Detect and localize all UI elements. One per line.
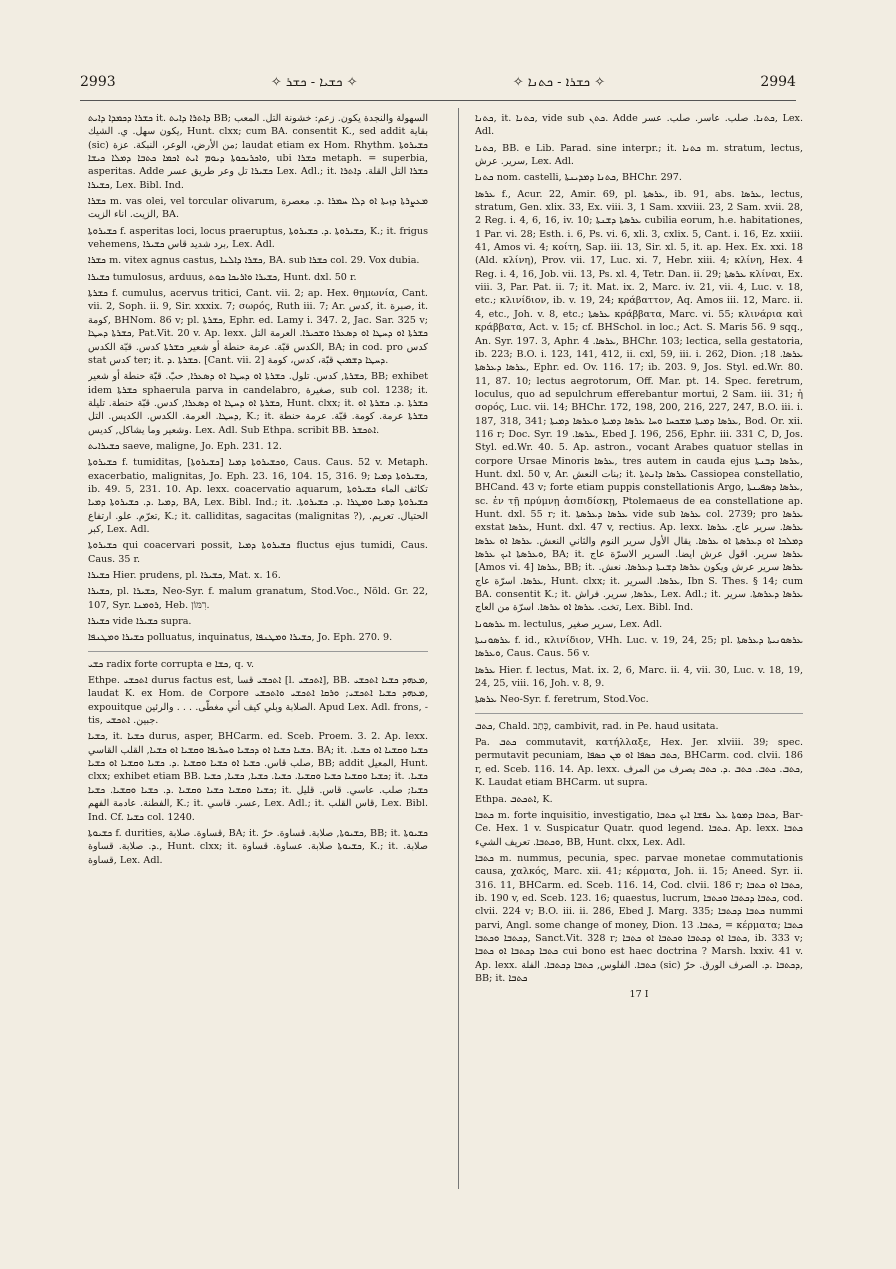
right-running-head: ✧ ܟܫܪܐ - ܟܬܢܐ ✧ <box>512 74 606 90</box>
dictionary-entry: ܟܬܒܐ m. nummus, pecunia, spec. parvae monetae commutationis causa, χαλκός, Marc. xii. 41; κέρματα, Joh. ii. 15; Aneed. Syr. ii. 316. 11, BHCarm. ed. Sceb. 116. 14, Cod. clvii. 186 r; ܟܬܒܐ ܐܘ ܟܬܒܐ, ib. 190 v, ed. Sceb. 123. 16; quaestus, lucrum, ܟܬܒܐ ܕܟܬܒܐ ܘܟܬܒܐ, cod. clvii. 224 v; B.O. iii. ii. 286, Ebed J. Marg. 335; ܟܬܒܐ ܕܟܬܒܐ nummi parvi, Angl. some change of money, Dion. ܟܬܒܐ. 13, = κέρματα; ܟܬܒܐ ܕܟܬܒܐ ܘܟܬܒܐ, Sanct.Vit. 328 r; ܟܬܒܐ ܐܘ ܕܟܬܒܐ ܘܟܬܒܐ ܐܘ ܟܬܒܐ, ib. 333 v; ܟܬܒܐ ܕܟܬܒܐ ܐܘ ܟܬܒܐ cui bono est haec doctrina ? Marsh. lxxiv. 41 v. Ap. lexx. ܟܬܒܐ. الفلوس, ܟܬܒܐ ܕܟܬܒܐ. الفلة (sic) ܕܟܬܒܐ .ܕ. الصرف الورق. حرّ, BB; it. ܟܬܒܐ <box>475 852 803 984</box>
dictionary-entry: ܟܫܪܐ m. vas olei, vel torcular olivarum, ܡܥܨܪܬܐ ܕܙܝܬܐ ܐܘ ܕܠܐ ܚܡܪܐ .ܕ. معصرة الزيت. اناء الزيت, BA. <box>88 196 428 221</box>
right-page-number: 2994 <box>760 74 796 90</box>
dictionary-entry: ܟܫܝܘܬܐ f. durities, قساوة. صلابة, BA; it. ܟܫܝܘܬܐ, صلابة. قساوة. حرّ, BB; it. ܟܫܝܘܬܐ .ܕ. صلابة. قساوة, Hunt. clxx; it. ܟܫܝܘܬܐ صلابة. عساوة. قساوة, K.; it. صلابة. قساوة, Lex. Adl. <box>88 827 428 866</box>
dictionary-entry: ܟܫܝܪܐ Hier. prudens, pl. ܟܫܝܪܐ, Mat. x. 16. <box>88 570 281 581</box>
dictionary-entry: ܟܫܪܬܐ f. cumulus, acervus tritici, Cant. vii. 2; ap. Hex. θημωνία, Cant. vii. 2, Soph. ii. 9, Sir. xxxix. 7; σωρός, Ruth iii. 7; Ar. كدس, it. صبرة, it. كومة, BHNom. 86 v; pl. ܟܫܪܬܐ, Ephr. ed. Lamy i. 347. 2, Jac. Sar. 325 v; ܟܫܪܬܐ ܕܚܛܐ, Pat.Vit. 20 v. Ap. lexx. ܟܫܪܬܐ ܐܘ ܕܚܛܐ ܐܘ ܕܣܥܪܐ ܘܫܟܝܪܐ. العرمة التل الكدس قبّة. عرمة حنطة أو شعير ܟܫܪܬܐ كدس. قبّة الكدس, BA; in cod. pro كدس stat كدس ter; it. ܟܫܪܬܐ .ܕ. [Cant. vii. 2] ܕܚܛܐ ܕܫܡܝܢ قبّة، كدس، كومة. <box>88 288 428 366</box>
dictionary-entry: ܟܫܪܐ ܕܟܡܕܐ ܕܐܝܬ it. ܕܐܬܪܐ ܕܐܝܬ BB; السهولة والنجدة يكون. زعم: خشونة التل. المعب يكون سهل. ي. الشيك, Hunt. clxx; cum BA. consentit K., sed addit بقاية (sic) من الأرض، الوعر، النبكة. عزة; laudat etiam ex Hom. Rhythm. ܟܫܝܪܘܬܐ ܘܐܟܪܝܟܘܬܐ ܕܝܘܡ ܐܝܬ ܐܟܡܐ ܟܬܒܐ ܕܡܠܐ ܟܝܫܐ, ubi ܟܫܪܐ metaph. = superbia, asperitas. Adde ܟܫܝܪܐ تل وعر طريق عسر Lex. Adl.; it. ܟܫܪܐ التل القلة. ܕܐܬܪܐ ܟܫܝܪܐ, Lex. Bibl. Ind. <box>88 113 428 191</box>
dictionary-entry: ܥܪܣܬܐ Neo-Syr. f. feretrum, Stod.Voc. <box>475 694 649 706</box>
dictionary-entry: Ethpa. ܐܬܟܬܒ, K. <box>475 793 553 805</box>
dictionary-entry: ܟܬܒ, Chald. כְּתַב, cambivit, rad. in Pe. haud usitata. <box>475 720 719 732</box>
dictionary-entry: Ethpe. ܐܬܟܫܝ durus factus est, ܐܬܟܫܝ قسا [l. ܐܬܟܫܝ], BB. ܡܥܗܕ ܟܫܝܐ ܐܬܟܫܝ, laudat K. ex Hom. de Corpore ܡܥܗܕ ܟܫܝܐ ܐܬܟܫܝ; ܘܪܩܐ ܐܬܟܫܝ ܘܐܬܟܫܝ, expouitque الصلابة وبلي كيف أني مغطّى. . . . والرئين. Apud Lex. Adl. frons, -tis, جبين. ܐܬܟܫܝ. <box>88 675 428 727</box>
section-separator <box>475 713 803 714</box>
dictionary-entry: ܟܬܢܐ, BB. e Lib. Parad. sine interpr.; it. ܟܬܢܐ m. stratum, lectus, سرير. عرش, Lex. Adl. <box>475 142 803 168</box>
header-rule <box>80 100 796 101</box>
signature-mark: 17 I <box>629 989 649 1001</box>
dictionary-entry: ܟܫܝܪܐܝܬ saeve, maligne, Jo. Eph. 231. 12. <box>88 440 282 452</box>
dictionary-entry: ܟܫܝܪܐ, pl. ܟܫܝܪܐ, Neo-Syr. f. malum granatum, Stod.Voc., Nöld. Gr. 22, 107, Syr. ܪܘܡܢܐ, Heb. רִמּוֹן. <box>88 586 428 611</box>
dictionary-entry: ܟܫܝܪܐ ܘܡܛܢܦܐ polluatus, inquinatus, ܟܫܝܪܐ ܘܡܛܢܦܐ, Jo. Eph. 270. 9. <box>88 632 393 644</box>
dictionary-entry: ܟܫܝܪܐ vide ܟܫܝܪܐ supra. <box>88 616 192 628</box>
dictionary-entry: ܟܬܢܐ nom. castelli, ܟܬܢܐ ܕܡܕܝܢܬܐ, BHChr. 297. <box>475 172 682 184</box>
dictionary-entry: ܟܬܒܐ m. forte inquisitio, investigatio, ܟܬܒܐ ܕܡܘܬܐ ܥܠ ܢܦܫܐ ܐܝܟ ܟܬܒܐ, Bar-Ce. Hex. 1 v. Suspicatur Quatr. quod legend. ܟܬܒܐ. Ap. lexx. ܟܬܒܐ ܘܟܬܒܐ. تعريف الشيء, BB, Hunt. clxx, Lex. Adl. <box>475 809 803 848</box>
left-column <box>88 112 428 1199</box>
dictionary-entry: ܟܫܪܬܐ, كدس. تلول. ܟܫܪܬܐ ܐܘ ܕܚܛܐ ܐܘ ܕܣܥܪܐ, حبّ. قبّة حنطة أو شعير, BB; exhibet idem ܟܫܪܬܐ sphaerula parva in candelabro, صغيرة, sub col. 1238; it. ܟܫܪܬܐ ܐܘ ܕܚܛܐ ܐܘ ܕܣܥܪܐ, كدس. قبّة حنطة. تليلة, Hunt. clxx; it. ܟܫܪܬܐ .ܕ. ܟܫܪܬܐ ܐܘ ܕܚܛܐ. العرمة. الكدس. الكديس. التل, K.; it. ܟܫܪܬܐ عرمة. كومة. قبّة. عرمة حنطة وشعير وما يشاكل, كديس. Lex. Adl. Sub Ethpa. scribit BB. ܐܬܟܫܪ. <box>88 371 428 436</box>
left-page-number: 2993 <box>80 74 116 90</box>
dictionary-entry: ܟܫܪܐ m. vitex agnus castus, ܟܫܪܐ ܕܐܠܢܐ, BA. sub ܟܫܪܐ col. 29. Vox dubia. <box>88 255 420 267</box>
dictionary-entry: ܟܫܝܪܘܬܐ qui coacervari possit, ܟܫܝܪܘܬܐ ܕܡܝܐ fluctus ejus tumidi, Caus. Caus. 35 r. <box>88 540 428 565</box>
page-header <box>80 70 796 94</box>
dictionary-entry: ܟܫܝܪܐ tumulosus, arduus, ܟܫܝܪܐ ܘܐܪܝܟܐ ܟܘܬ, Hunt. dxl. 50 r. <box>88 271 357 283</box>
dictionary-entry: ܥܪܣܐ f., Acur. 22, Amir. 69, pl. ܥܪܣܬܐ, ib. 91, abs. ܥܪܣܐ, lectus, stratum, Gen. xlix. 33, Ex. viii. 3, 1 Sam. xxviii. 23, 2 Sam. xvii. 28, 2 Reg. i. 4, 6, 16, iv. 10; ܥܪܣܬܐ ܕܫܢܬܐ cubilia eorum, h.e. habitationes, 1 Par. vi. 28; Esth. i. 6, Ps. vi. 6, xli. 3, cxlix. 5, Cant. i. 16, Ez. xxiii. 41, Amos vi. 4; κοίτη, Sap. iii. 13, Sir. xl. 5, it. ap. Hex. Ex. xxi. 18 (Ald. κλίνη), Prov. vii. 17, Luc. xi. 7, Hebr. xiii. 4; κλίνη, Hex. 4 Reg. i. 4, 16, Job. vii. 13, Ps. xl. 4, Tetr. Dan. ii. 29; ܥܪܣܬܐ κλίναι, Ex. viii. 3, Par. Pat. ii. 7; it. Mat. ix. 2, Marc. iv. 21, vii. 4, Luc. v. 18, etc.; κλινίδιον, ib. v. 19, 24; κράβαττον, Aq. Amos iii. 12, Marc. ii. 4, etc., Joh. v. 8, etc.; ܥܪܣܬܐ κράββατα, Marc. vi. 55; κλινάρια καὶ κράββατα, Act. v. 15; cf. BHSchol. in loc.; Act. S. Maris 56. 9 sqq., An. Syr. 197. 3, Aphr. ܥܪܣܐ. 4, BHChr. 103; lectica, sella gestatoria, ib. 223; B.O. i. 123, 141, 412, ii. cxl, 59, iii. i. 262, Dion. ܥܪܣܐ. 18; ܥܪܣܐ ܕܥܪܣܬܐ, Ephr. ed. Ov. 116. 17; ib. 203. 9, Jos. Styl. ed.Wr. 80. 11, 87. 10; lectus aegrotorum, Off. Mar. pt. 14. Spec. feretrum, loculus, quo ad sepulchrum efferebantur mortui, 2 Sam. iii. 31; ἡ σορός, Luc. vii. 14; BHChr. 172, 198, 200, 216, 227, 247, B.O. iii. i. 187, 318, 341; ܥܪܣܐ ܕܡܝܬܐ ܡܫܟܚܐ ܘܚܐ ܥܪܣܐ ܕܡܝܬܐ ܘܥܪܣܐ ܕܡܝܬܐ, Bod. Or. xii. 116 r; Doc. Syr. ܥܪܣܐ. 19, Ebed J. 196, 256, Ephr. iii. 331 C, D, Jos. Styl. ed.Wr. 40. 5. Ap. astron., vocant Arabes quatuor stellas in corpore Ursae Minoris ܥܪܣܐ, tres autem in cauda ejus ܥܪܣܐ ܕܒܢܬܐ, Hunt. dxl. 50 v, Ar. بنات النعش; it. ܥܪܣܐ ܕܐܢܬܬܐ Cassiopea constellatio, BHCand. 43 v; forte etiam puppis constellationis Argo, ܥܪܣܐ ܕܣܦܝܢܬܐ, sc. ἐν τῇ πρύμνῃ ἀσπιδίσκῃ, Ptolemaeus de ea constellatione ap. Hunt. dxl. 55 r; it. ܥܪܣܐ ܕܥܪܣܬܐ vide sub ܥܪܣܐ col. 2739; pro ܥܪܣܐ exstat ܥܪܣܐ, Hunt. dxl. 47 v, rectius. Ap. lexx. ܥܪܣܐ. سرير عاج. ܥܪܣܐ ܕܡܠܟܐ ܐܘ ܕܥܪܣܬܐ ܐܘ ܥܪܣܐ. يقال الأول سرير النوم والثاني النعش. ܥܪܣܐ ܐܘ ܥܪܣܐ ܘܥܪܣܬܐ ܐܝܟ ܥܪܣܐ, BA; it. ܥܪܣܐ سرير. اقول عرش ايضا. السرير الاسرّة عاج [Amos vi. 4] ܥܪܣܐ, BB; it. ܥܪܣܐ سرير عرش ويكون ܥܪܣܐ ܕܫܢܬܐ ܕܥܪܣܐ. نعش. ܥܪܣܐ. اسرّة عاج, Hunt. clxx; it. ܥܪܣܐ. السرير, Ibn S. Thes. § 14; cum BA. consentit K.; it. ܥܪܣܐ, سرير. فراش, Lex. Adl.; it. ܥܪܣܐ ܕܥܪܣܬܐ. سرير تخت. ܥܪܣܐ ܐܘ ܥܪܣܐ. اسرّة من العاج, Lex. Bibl. Ind. <box>475 188 803 614</box>
section-separator <box>88 651 428 652</box>
dictionary-entry: Pa. ܟܬܒ commutavit, κατήλλαξε, Hex. Jer. xlviii. 39; spec. permutavit pecuniam, ܟܬܒ ܟܣܦܐ ܐܘ ܡܢ ܟܣܦܐ, BHCarm. cod. clvii. 186 r, ed. Sceb. 116. 14. Ap. lexx. ܟܬܒ. ܟܬܒ. ܟܬܒ .ܕ. ܟܬܒ يصرف من المرف, K. Laudat etiam BHCarm. ut supra. <box>475 737 803 789</box>
column-divider <box>458 108 459 1189</box>
dictionary-entry: ܥܪܣܐ Hier. f. lectus, Mat. ix. 2, 6, Marc. ii. 4, vii. 30, Luc. v. 18, 19, 24, 25, viii. 16, Joh. v. 8, 9. <box>475 664 803 690</box>
dictionary-entry: ܟܫܝܐ, it. ܟܫܝܐ durus, asper, BHCarm. ed. Sceb. Proem. 3. 2. Ap. lexx. ܟܫܝܐ ܟܫܝܐ ܐܘ ܕܟܫܝܐ ܘܚܪܝܦܐ ܘܩܫܝܐ ܐܘ ܟܫܝܐ, القلب القاسي. BA; it. ܟܫܝܐ ܘܩܫܝܐ ܐܘ ܟܫܝܐ. صلب قاس. ܟܫܝܐ ܐܘ ܟܫܝܐ ܘܩܫܝܐ .ܕ. ܟܫܝܐ ܘܩܫܝܐ ܐܘ ܟܫܝܐ, BB; addit المعيل, Hunt. clxx; exhibet etiam BB. ܟܫܝܐ ܘܩܫܝܐ ܟܫܝܐ ܘܩܫܝܐ. ܟܫܝܐ. ܟܫܝܐ, ܟܫܝܐ, ܟܫܝܐ; it. ܟܫܝܐ. ܟܫܝܐ ܘܩܫܝܐ ܟܫܝܐ ܘܩܫܝܐ .ܕ. ܟܫܝܐ ܘܩܫܝܐ. ܟܫܝܐ; it. ܟܫܝܐ; صلب. عاسي. قاس. قليل الفطنة. عادمة الفهم, K.; it. عسر. قاسي, Lex. Adl.; it. قاس القلب, Lex. Bibl. Ind. Cf. ܟܫܝܐ col. 1240. <box>88 731 428 823</box>
dictionary-entry: ܟܫܝ radix forte corrupta e ܟܫܐ, q. v. <box>88 658 255 670</box>
dictionary-entry: ܟܫܝܪܘܬܐ f. tumiditas, [ܟܫܝܪܘܬܐ] ܘܟܫܝܪܘܬܐ ܕܡܝܐ, Caus. Caus. 52 v. Metaph. exacerbatio, malignitas, Jo. Eph. 23. 16, 104. 15, 316. 9; ܟܫܝܪܘܬܐ ܕܡܝܐ, ib. 49. 5, 231. 10. Ap. lexx. coacervatio aquarum, تكاثف الماء ܟܫܝܪܘܬܐ ܕܡܝܐ .ܕ. ܟܫܝܪܘܬܐ ܕܡܝܐ, BA, Lex. Bibl. Ind.; it. ܟܫܝܪܘܬܐ ܕܡܝܐ ܘܡܛܪܐ .ܕ. ܟܫܝܪܘܬܐ. تعرّم. علو. ارتفاع, K.; it. calliditas, sagacitas (malignitas ?), الحتيال. تعريم. كبر, Lex. Adl. <box>88 457 428 535</box>
dictionary-entry: ܥܪܣܘܢܐ m. lectulus, سرير صغير, Lex. Adl. <box>475 618 663 630</box>
dictionary-entry: ܟܫܝܪܘܬܐ f. asperitas loci, locus praeruptus, ܟܫܝܪܘܬܐ .ܕ. ܟܫܝܪܘܬܐ, K.; it. frigus vehemens, برد شديد قاس ܟܫܝܪܐ, Lex. Adl. <box>88 225 428 251</box>
right-column <box>475 112 803 1199</box>
dictionary-entry: ܟܬܢܐ, it. ܟܬܢܐ, vide sub ܟܬܢ. Adde ܟܬܢܐ. صلب. عاسر. صلب. عسر, Lex. Adl. <box>475 113 803 138</box>
dictionary-entry: ܥܪܣܘܢܝܬܐ f. id., κλινίδιον, VHh. Luc. v. 19, 24, 25; pl. ܥܪܣܘܢܝܬܐ ܕܥܪܣܬܐ ܘܥܪܣܐ, Caus. Caus. 56 v. <box>475 635 803 660</box>
left-running-head: ✧ ܟܫܝܐ - ܟܫܪ ✧ <box>270 74 358 90</box>
